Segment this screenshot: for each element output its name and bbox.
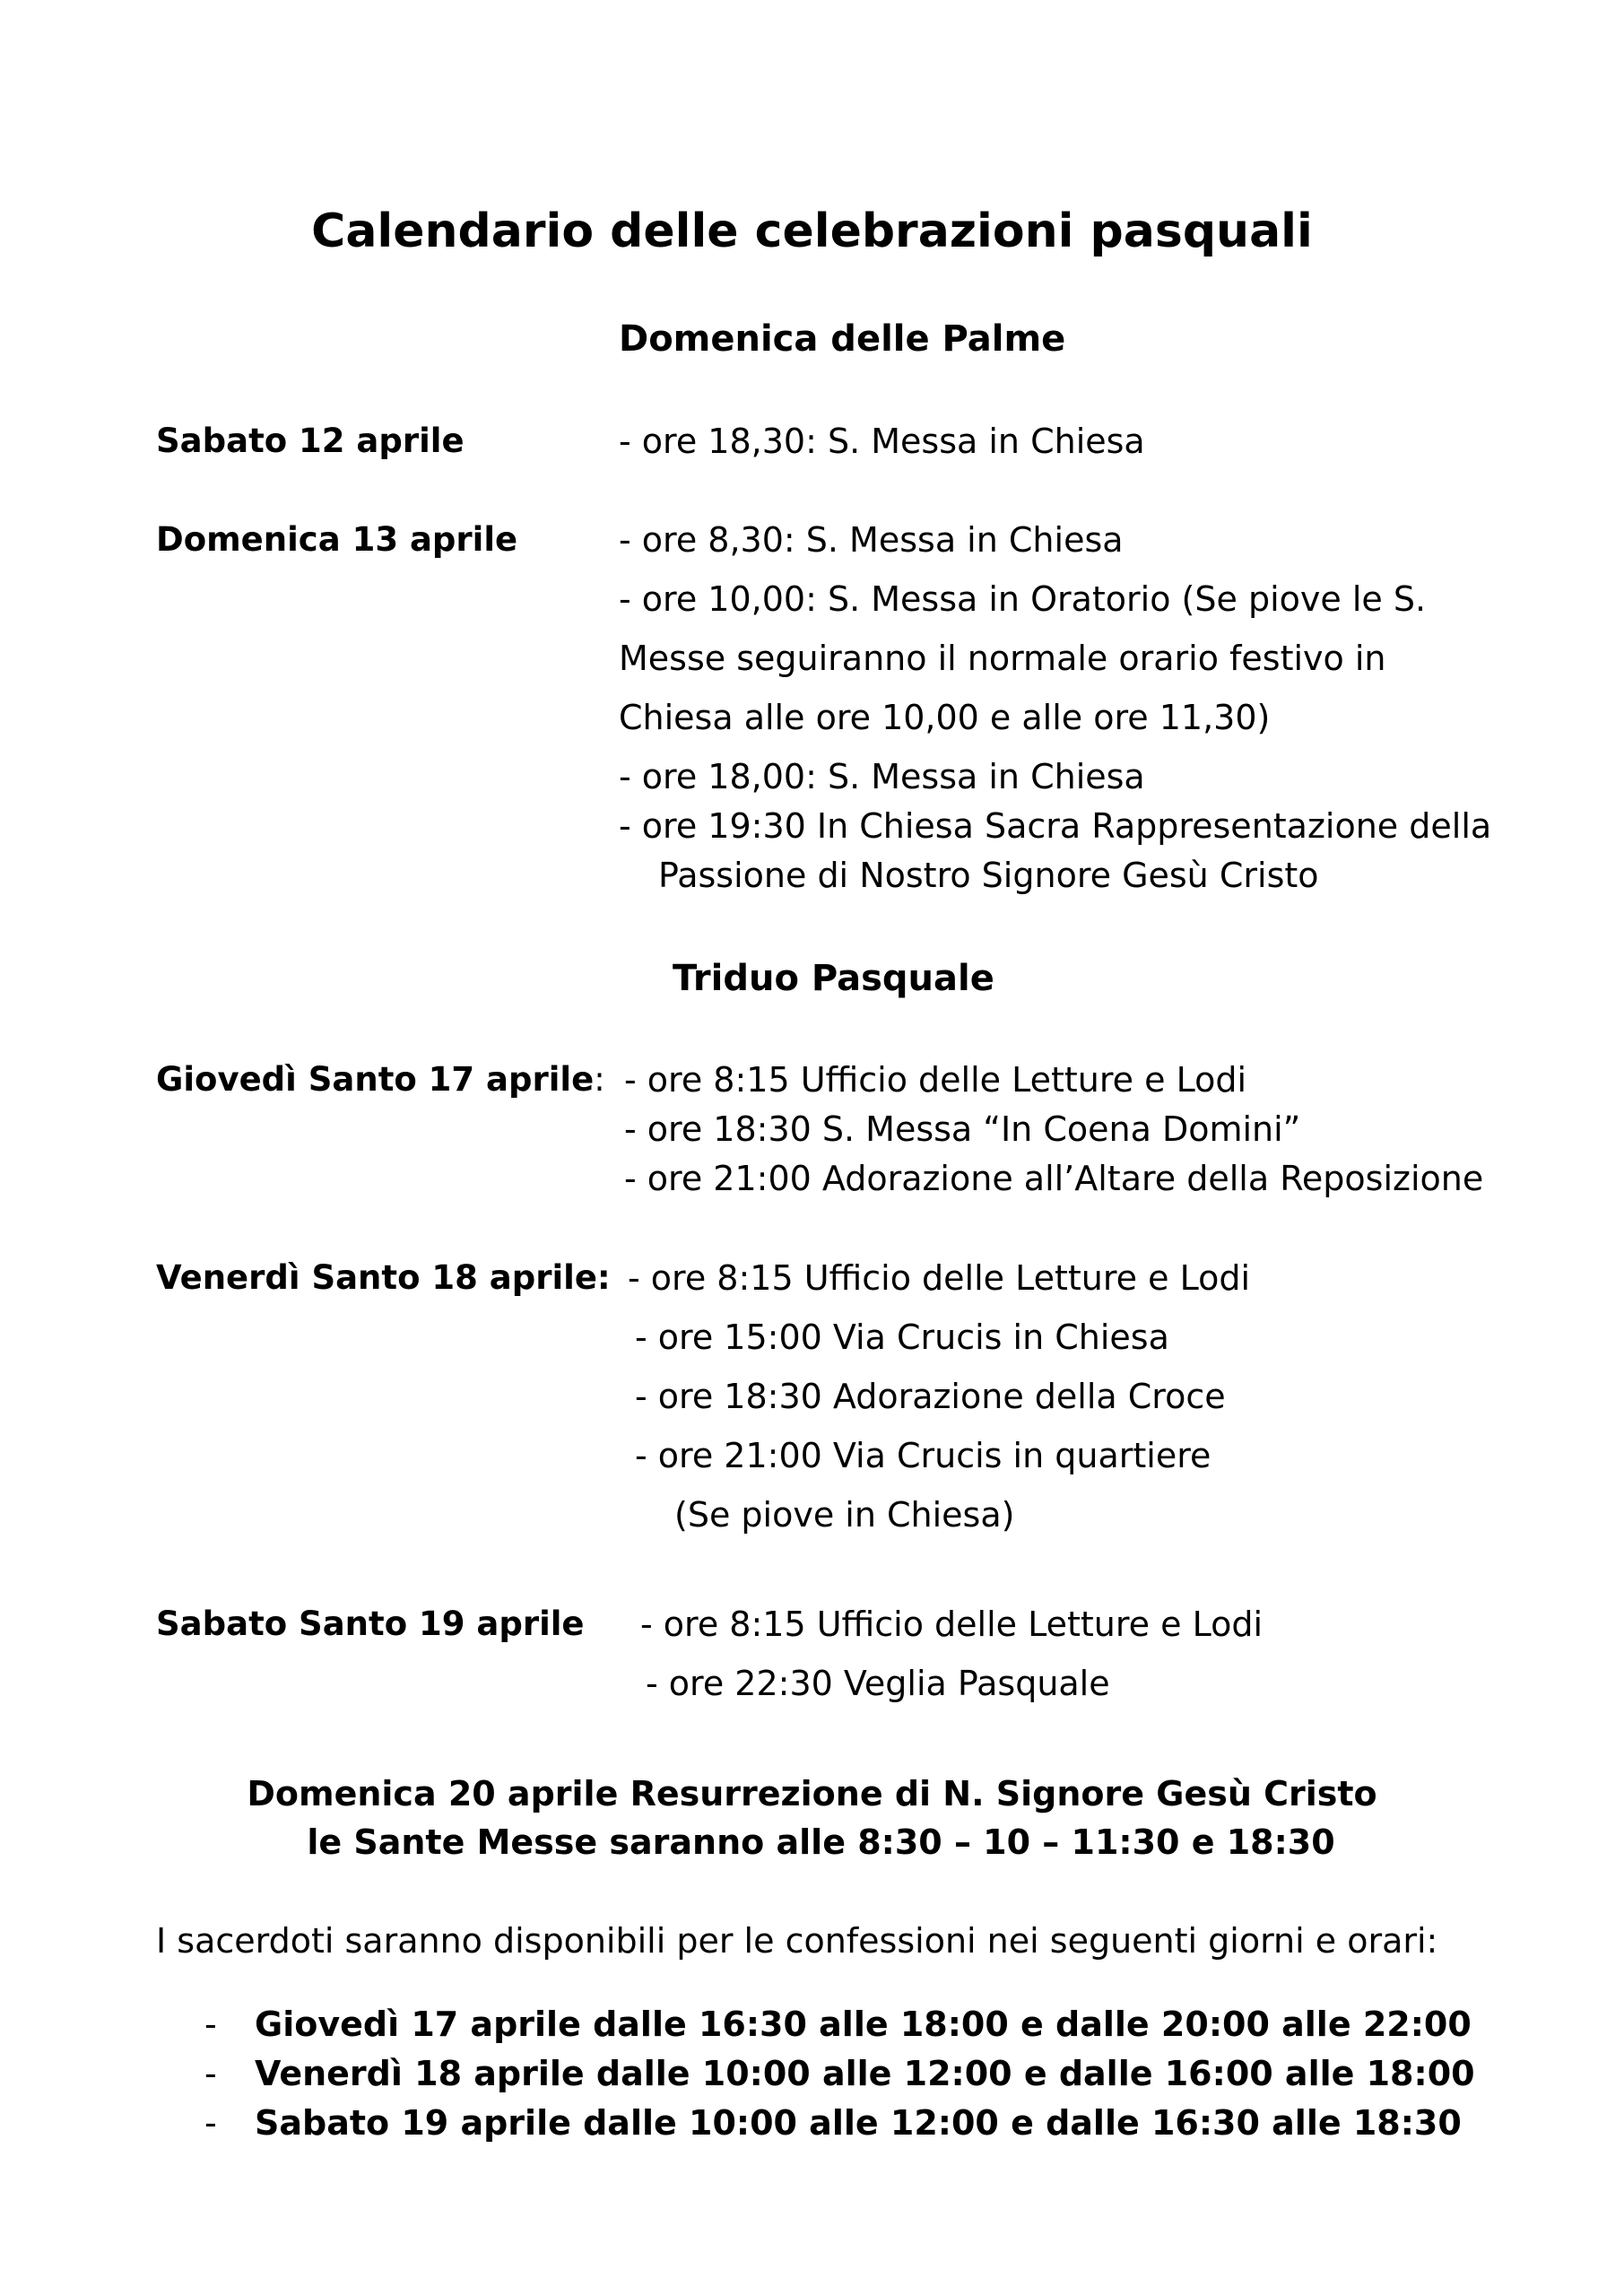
bullet-dash: -: [204, 2054, 217, 2093]
confession-item: Sabato 19 aprile dalle 10:00 alle 12:00 e dalle 16:30 alle 18:30: [255, 2103, 1462, 2143]
section-heading-palme: Domenica delle Palme: [619, 318, 1066, 360]
section-heading-triduo: Triduo Pasquale: [673, 958, 994, 999]
bullet-dash: -: [204, 2005, 217, 2044]
schedule-line: - ore 22:30 Veglia Pasquale: [646, 1664, 1110, 1703]
schedule-line: - ore 18:30 S. Messa “In Coena Domini”: [624, 1109, 1301, 1149]
schedule-line: - ore 8:15 Ufficio delle Letture e Lodi: [628, 1258, 1251, 1298]
easter-masses-line: le Sante Messe saranno alle 8:30 – 10 – 11:30 e 18:30: [307, 1822, 1335, 1862]
day-label-sabato-santo: Sabato Santo 19 aprile: [156, 1605, 585, 1643]
schedule-line: - ore 19:30 In Chiesa Sacra Rappresentazione della: [619, 806, 1492, 846]
schedule-line: - ore 15:00 Via Crucis in Chiesa: [635, 1318, 1169, 1357]
schedule-line: - ore 18,30: S. Messa in Chiesa: [619, 422, 1145, 461]
day-label-domenica-13: Domenica 13 aprile: [156, 520, 518, 559]
schedule-line: Messe seguiranno il normale orario festivo in: [619, 639, 1386, 678]
schedule-line: - ore 8:15 Ufficio delle Letture e Lodi: [640, 1605, 1264, 1644]
schedule-line: - ore 18,00: S. Messa in Chiesa: [619, 757, 1145, 796]
schedule-line: - ore 18:30 Adorazione della Croce: [635, 1377, 1226, 1416]
day-label-giovedi-santo: [156, 1060, 605, 1099]
confession-item: Venerdì 18 aprile dalle 10:00 alle 12:00 e dalle 16:00 alle 18:00: [255, 2054, 1475, 2093]
day-label-text: Giovedì Santo 17 aprile: [156, 1060, 595, 1099]
page-title: Calendario delle celebrazioni pasquali: [311, 204, 1313, 258]
schedule-line: (Se piove in Chiesa): [674, 1495, 1015, 1535]
day-label-colon: :: [594, 1060, 605, 1099]
confession-item: Giovedì 17 aprile dalle 16:30 alle 18:00 e dalle 20:00 alle 22:00: [255, 2005, 1472, 2044]
schedule-line: Passione di Nostro Signore Gesù Cristo: [658, 856, 1319, 895]
day-label-venerdi-santo: Venerdì Santo 18 aprile:: [156, 1258, 611, 1297]
schedule-line: - ore 21:00 Via Crucis in quartiere: [635, 1436, 1211, 1475]
schedule-line: - ore 21:00 Adorazione all’Altare della Reposizione: [624, 1159, 1484, 1198]
schedule-line: - ore 10,00: S. Messa in Oratorio (Se piove le S.: [619, 579, 1427, 619]
confessions-intro: I sacerdoti saranno disponibili per le confessioni nei seguenti giorni e orari:: [156, 1921, 1438, 1961]
easter-sunday-line: Domenica 20 aprile Resurrezione di N. Signore Gesù Cristo: [247, 1774, 1377, 1813]
schedule-line: Chiesa alle ore 10,00 e alle ore 11,30): [619, 698, 1271, 737]
day-label-sabato-12: Sabato 12 aprile: [156, 422, 465, 460]
bullet-dash: -: [204, 2103, 217, 2143]
schedule-line: - ore 8,30: S. Messa in Chiesa: [619, 520, 1124, 560]
schedule-line: - ore 8:15 Ufficio delle Letture e Lodi: [624, 1060, 1247, 1100]
